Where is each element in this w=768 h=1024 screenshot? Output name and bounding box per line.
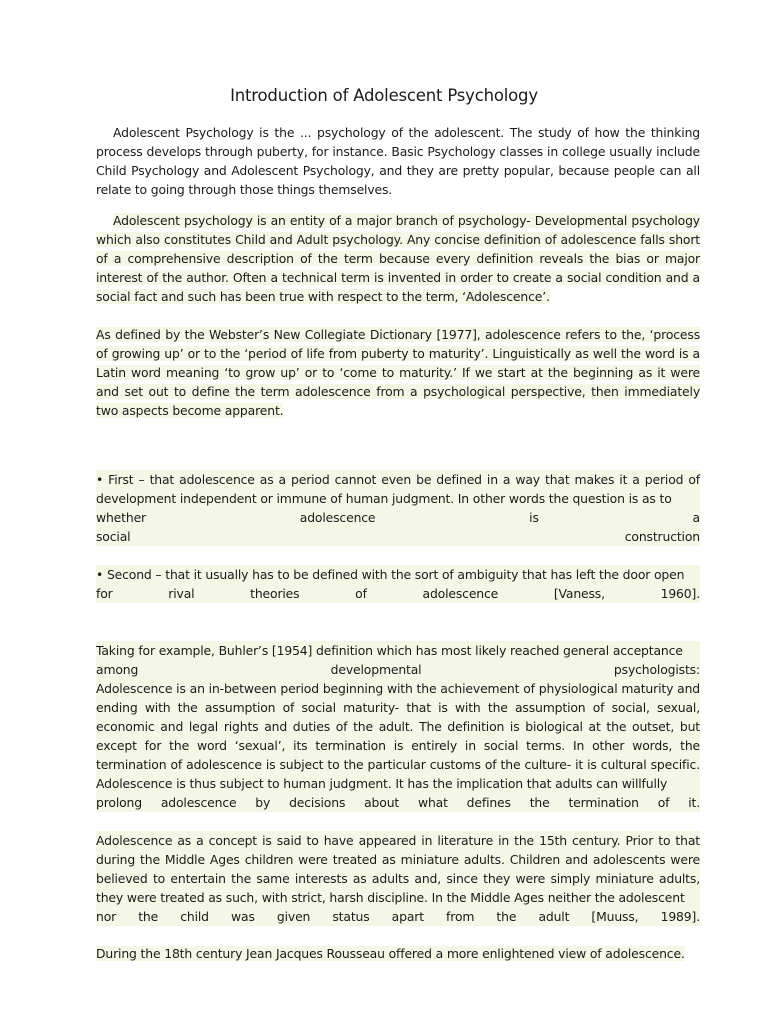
paragraph-webster-text: As defined by the Webster’s New Collegiate Dictionary [1977], adolescence refers to the, ‘process of growing up’ or to the ‘period of life from puberty to maturity’. Linguistically as well the word is a Latin word meaning ‘to grow up’ or to ‘come to maturity.’ If we start at the beginning as it were and set out to define the term adolescence from a psychological perspective, then immediately two aspects become apparent.: [96, 327, 700, 418]
paragraph-buhler: [96, 641, 700, 812]
paragraph-definition: [96, 211, 700, 306]
bullet-first-line4: social construction: [96, 529, 700, 544]
paragraph-history-text: Adolescence as a concept is said to have appeared in literature in the 15th century. Prior to that during the Middle Ages children were treated as miniature adults. Children and adolescents were believed to entertain the same interests as adults and, since they were simply miniature adults, they were treated as such, with strict, harsh discipline. In the Middle Ages neither the adolescent: [96, 833, 700, 905]
paragraph-buhler-text: Adolescence is an in-between period beginning with the achievement of physiological maturity and ending with the assumption of social maturity- that is with the assumption of social, sexual, economic and legal rights and duties of the adult. The definition is biological at the outset, but except for the word ‘sexual’, its termination is entirely in social terms. In other words, the termination of adolescence is subject to the particular customs of the culture- it is cultural specific. Adolescence is thus subject to human judgment. It has the implication that adults can willfully: [96, 681, 700, 791]
paragraph-rousseau-text: During the 18th century Jean Jacques Rousseau offered a more enlightened view of adolescence.: [96, 946, 685, 961]
paragraph-intro: Adolescent Psychology is the ... psychology of the adolescent. The study of how the thinking process develops through puberty, for instance. Basic Psychology classes in college usually include Child Psychology and Adolescent Psychology, and they are pretty popular, because people can all relate to going through those things themselves.: [96, 125, 700, 197]
bullet-first-line3: whether adolescence is a: [96, 510, 700, 525]
bullet-second-line2: for rival theories of adolescence [Vaness, 1960].: [96, 586, 700, 601]
paragraph-definition-text: Adolescent psychology is an entity of a major branch of psychology- Developmental psychology which also constitutes Child and Adult psychology. Any concise definition of adolescence falls short of a comprehensive description of the term because every definition reveals the bias or major interest of the author. Often a technical term is invented in order to create a social condition and a social fact and such has been true with respect to the term, ‘Adolescence’.: [96, 213, 700, 304]
document-title: Introduction of Adolescent Psychology: [230, 86, 538, 105]
paragraph-history-last: nor the child was given status apart from the adult [Muuss, 1989].: [96, 909, 700, 924]
paragraph-buhler-line2: among developmental psychologists:: [96, 662, 700, 677]
bullet-first-text: • First – that adolescence as a period cannot even be defined in a way that makes it a period of development independent or immune of human judgment. In other words the question is as to: [96, 472, 700, 506]
paragraph-buhler-last: prolong adolescence by decisions about what defines the termination of it.: [96, 795, 700, 810]
paragraph-buhler-line1: Taking for example, Buhler’s [1954] definition which has most likely reached general acceptance: [96, 641, 700, 660]
paragraph-history: [96, 831, 700, 926]
bullet-second-text: • Second – that it usually has to be defined with the sort of ambiguity that has left the door open: [96, 565, 700, 584]
paragraph-webster: [96, 325, 700, 420]
bullet-second: [96, 565, 700, 603]
bullet-first: [96, 470, 700, 546]
paragraph-rousseau: [96, 944, 700, 963]
